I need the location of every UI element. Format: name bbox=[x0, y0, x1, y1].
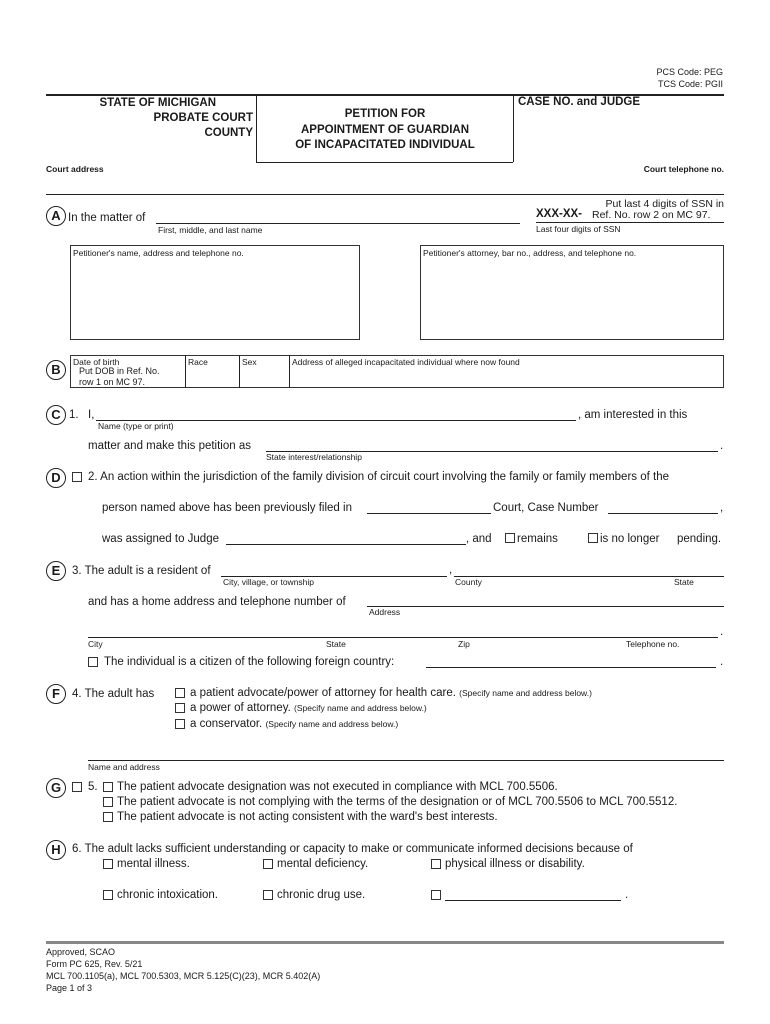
form-number: Form PC 625, Rev. 5/21 bbox=[46, 959, 143, 969]
citizen-checkbox[interactable] bbox=[88, 657, 98, 667]
dob-note-1: Put DOB in Ref. No. bbox=[79, 366, 160, 376]
b-divider-3 bbox=[289, 355, 290, 388]
patient-advocate-label: a patient advocate/power of attorney for health care. bbox=[190, 687, 456, 699]
pending-label: pending. bbox=[677, 533, 722, 545]
prior-case-number-field[interactable] bbox=[608, 513, 718, 514]
title-line-3: OF INCAPACITATED INDIVIDUAL bbox=[295, 139, 475, 151]
physical-illness-label: physical illness or disability. bbox=[445, 858, 585, 870]
resident-text: 3. The adult is a resident of bbox=[72, 565, 211, 577]
mental-deficiency-checkbox[interactable] bbox=[263, 859, 273, 869]
ssn-field[interactable] bbox=[536, 222, 724, 223]
footer-info bbox=[46, 946, 320, 994]
power-of-attorney-label: a power of attorney. bbox=[190, 702, 291, 714]
pcs-code: PCS Code: PEG bbox=[656, 67, 723, 77]
address-found-label: Address of alleged incapacitated individual where now found bbox=[292, 357, 520, 367]
name-address-caption: Name and address bbox=[88, 762, 160, 772]
case-number-text: Court, Case Number bbox=[493, 502, 599, 514]
approved-scao: Approved, SCAO bbox=[46, 947, 116, 957]
b-divider-2 bbox=[239, 355, 240, 388]
city-state-zip-field[interactable] bbox=[88, 637, 718, 638]
dob-note-2: row 1 on MC 97. bbox=[79, 377, 146, 387]
matter-name-field[interactable] bbox=[156, 223, 520, 224]
remains-label: remains bbox=[517, 533, 558, 545]
and-text: , and bbox=[466, 533, 492, 545]
court-address-label: Court address bbox=[46, 164, 104, 174]
other-reason-checkbox[interactable] bbox=[431, 890, 441, 900]
not-complying-label: The patient advocate is not complying with the terms of the designation or of MCL 700.5506 to MCL 700.5512. bbox=[117, 796, 678, 808]
other-period: . bbox=[625, 889, 629, 901]
assigned-judge-text: was assigned to Judge bbox=[102, 533, 219, 545]
dob-note bbox=[79, 366, 160, 388]
case-number-label: CASE NO. and JUDGE bbox=[518, 96, 641, 108]
d-comma: , bbox=[720, 502, 724, 514]
city-caption: City, village, or township bbox=[223, 577, 315, 587]
conservator-note: (Specify name and address below.) bbox=[265, 719, 399, 729]
no-longer-checkbox[interactable] bbox=[588, 533, 598, 543]
foreign-country-field[interactable] bbox=[426, 667, 716, 668]
county-caption: County bbox=[455, 577, 482, 587]
power-of-attorney-note: (Specify name and address below.) bbox=[294, 703, 427, 713]
section-e-marker: E bbox=[46, 561, 66, 581]
interested-text: , am interested in this bbox=[578, 409, 688, 421]
state-caption: State bbox=[674, 577, 694, 587]
item-1-number: 1. bbox=[69, 409, 79, 421]
b-divider-1 bbox=[185, 355, 186, 388]
statute-references: MCL 700.1105(a), MCL 700.5303, MCR 5.125(C)(23), MCR 5.402(A) bbox=[46, 971, 321, 981]
other-reason-field[interactable] bbox=[445, 900, 621, 901]
header-bottom-rule bbox=[46, 194, 724, 195]
title-line-1: PETITION FOR bbox=[344, 108, 426, 120]
chronic-drug-use-label: chronic drug use. bbox=[277, 889, 366, 901]
in-matter-label: In the matter of bbox=[68, 212, 146, 224]
attorney-box[interactable] bbox=[420, 245, 724, 340]
patient-advocate-checkbox[interactable] bbox=[175, 688, 185, 698]
section-b-marker: B bbox=[46, 360, 66, 380]
telephone-label: Telephone no. bbox=[626, 639, 680, 649]
page-number: Page 1 of 3 bbox=[46, 983, 93, 993]
section-f-marker: F bbox=[46, 684, 66, 704]
sex-label: Sex bbox=[242, 357, 257, 367]
power-of-attorney-option bbox=[190, 702, 427, 714]
matter-name-caption: First, middle, and last name bbox=[158, 225, 263, 235]
address-caption: Address bbox=[369, 607, 401, 617]
zip-label: Zip bbox=[458, 639, 470, 649]
ssn-caption: Last four digits of SSN bbox=[536, 224, 621, 234]
ssn-prefix: XXX-XX- bbox=[536, 208, 583, 220]
home-address-text: and has a home address and telephone number of bbox=[88, 596, 346, 608]
interest-caption: State interest/relationship bbox=[266, 452, 362, 462]
not-acting-checkbox[interactable] bbox=[103, 812, 113, 822]
section-h-marker: H bbox=[46, 840, 66, 860]
item-2-checkbox[interactable] bbox=[72, 472, 82, 482]
item-5-number: 5. bbox=[88, 781, 98, 793]
mental-illness-checkbox[interactable] bbox=[103, 859, 113, 869]
section-c-marker: C bbox=[46, 405, 66, 425]
no-longer-label: is no longer bbox=[600, 533, 660, 545]
judge-field[interactable] bbox=[226, 544, 466, 545]
citizen-text: The individual is a citizen of the following foreign country: bbox=[104, 656, 395, 668]
state-label: State bbox=[326, 639, 346, 649]
form-codes bbox=[656, 66, 723, 90]
form-title bbox=[257, 107, 513, 154]
conservator-label: a conservator. bbox=[190, 718, 263, 730]
dob-label: Date of birth bbox=[73, 357, 120, 367]
agent-name-address-field[interactable] bbox=[88, 760, 724, 761]
not-acting-label: The patient advocate is not acting consistent with the ward's best interests. bbox=[117, 811, 498, 823]
header-title-bottom bbox=[256, 162, 513, 163]
patient-advocate-note: (Specify name and address below.) bbox=[459, 688, 592, 698]
race-label: Race bbox=[188, 357, 208, 367]
petitioner-box-label: Petitioner's name, address and telephone no. bbox=[73, 248, 244, 258]
ssn-note-2: Ref. No. row 2 on MC 97. bbox=[592, 209, 711, 221]
home-address-field[interactable] bbox=[367, 606, 724, 607]
patient-advocate-option bbox=[190, 687, 592, 699]
chronic-intoxication-label: chronic intoxication. bbox=[117, 889, 218, 901]
title-line-2: APPOINTMENT OF GUARDIAN bbox=[300, 123, 470, 136]
prior-court-field[interactable] bbox=[367, 513, 491, 514]
footer-rule bbox=[46, 941, 724, 944]
item-2-text-2: person named above has been previously filed in bbox=[102, 502, 352, 514]
mental-illness-label: mental illness. bbox=[117, 858, 190, 870]
remains-checkbox[interactable] bbox=[505, 533, 515, 543]
petitioner-box[interactable] bbox=[70, 245, 360, 340]
citizen-period: . bbox=[720, 656, 724, 668]
physical-illness-checkbox[interactable] bbox=[431, 859, 441, 869]
mental-deficiency-label: mental deficiency. bbox=[277, 858, 369, 870]
item-2-text-1: 2. An action within the jurisdiction of the family division of circuit court involving the family or family members of the bbox=[88, 471, 669, 483]
court-name: PROBATE COURT bbox=[153, 112, 253, 124]
attorney-box-label: Petitioner's attorney, bar no., address, and telephone no. bbox=[423, 248, 637, 258]
adult-has-text: 4. The adult has bbox=[72, 688, 155, 700]
section-a-marker: A bbox=[46, 206, 66, 226]
e-period: . bbox=[720, 626, 724, 638]
chronic-intoxication-checkbox[interactable] bbox=[103, 890, 113, 900]
name-caption: Name (type or print) bbox=[98, 421, 174, 431]
matter-text: matter and make this petition as bbox=[88, 440, 251, 452]
not-executed-checkbox[interactable] bbox=[103, 782, 113, 792]
court-phone-label: Court telephone no. bbox=[643, 164, 724, 174]
section-d-marker: D bbox=[46, 468, 66, 488]
c-period: . bbox=[720, 440, 724, 452]
not-executed-label: The patient advocate designation was not executed in compliance with MCL 700.5506. bbox=[117, 781, 558, 793]
item-6-text: 6. The adult lacks sufficient understanding or capacity to make or communicate informed decisions because of bbox=[72, 843, 633, 855]
ssn-note-1: Put last 4 digits of SSN in bbox=[605, 198, 724, 210]
e-comma: , bbox=[449, 564, 453, 576]
section-g-marker: G bbox=[46, 778, 66, 798]
court-heading-2 bbox=[46, 111, 253, 141]
header-divider-2 bbox=[513, 94, 514, 162]
city-label: City bbox=[88, 639, 103, 649]
conservator-checkbox[interactable] bbox=[175, 719, 185, 729]
power-of-attorney-checkbox[interactable] bbox=[175, 703, 185, 713]
state-name: STATE OF MICHIGAN bbox=[99, 97, 216, 109]
not-complying-checkbox[interactable] bbox=[103, 797, 113, 807]
county-label: COUNTY bbox=[204, 127, 253, 139]
conservator-option bbox=[190, 718, 398, 730]
i-label: I, bbox=[88, 409, 95, 421]
chronic-drug-use-checkbox[interactable] bbox=[263, 890, 273, 900]
item-5-checkbox[interactable] bbox=[72, 782, 82, 792]
court-heading bbox=[46, 96, 216, 111]
tcs-code: TCS Code: PGII bbox=[657, 79, 723, 89]
